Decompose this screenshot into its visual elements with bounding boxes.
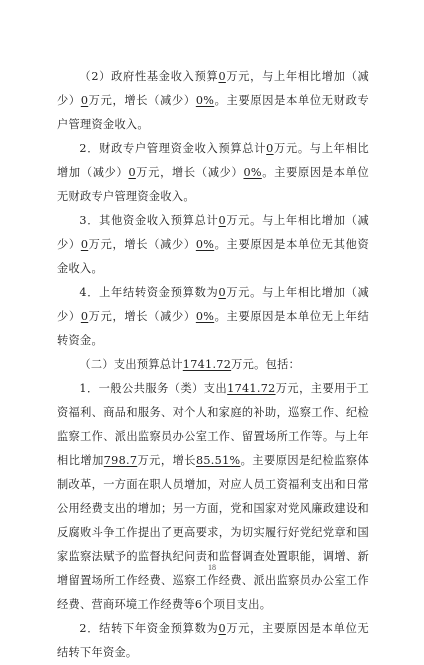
- underlined-value: 85.51%: [195, 454, 241, 467]
- text-segment: 万元，增长（减少）: [135, 166, 244, 179]
- text-segment: 万元，主要用于工资福利、商品和服务、对个人和家庭的补助，巡察工作、纪检监察工作、派出监察员办公室工作、留置场所工作等。与上年相比增加: [57, 382, 369, 467]
- underlined-value: 0: [266, 142, 274, 155]
- underlined-value: 1741.72: [227, 382, 276, 395]
- text-segment: 万元，增长（减少）: [88, 238, 196, 251]
- underlined-value: 0: [218, 70, 226, 83]
- underlined-value: 0: [218, 214, 226, 227]
- paragraph-p7: [57, 617, 369, 665]
- text-segment: 万元，与上年相比增加（减少）: [57, 70, 369, 107]
- paragraph-p6: [57, 377, 369, 617]
- text-segment: 。主要原因是本单位无其他资金收入。: [57, 238, 370, 275]
- underlined-value: 798.7: [103, 454, 138, 467]
- text-segment: 万元，增长（减少）: [88, 94, 196, 107]
- underlined-value: 0: [218, 622, 226, 635]
- text-segment: （二）支出预算总计: [79, 358, 183, 371]
- underlined-value: 0%: [243, 166, 262, 179]
- underlined-value: 0: [80, 238, 89, 251]
- text-segment: 万元。与上年相比增加（减少）: [57, 142, 369, 179]
- text-segment: 万元，增长（减少）: [88, 310, 196, 323]
- text-segment: 3．其他资金收入预算总计: [79, 214, 219, 227]
- text-segment: 2．财政专户管理资金收入预算总计: [79, 142, 267, 155]
- paragraph-p3: [57, 209, 369, 281]
- text-segment: 。主要原因是纪检监察体制改革，一方面在职人员增加，对应人员工资福利支出和日常公用经费支出的增加；另一方面，党和国家对党风廉政建设和反腐败斗争工作提出了更高要求，为切实履行好党纪党章和国家监察法赋予的监督执纪问责和监督调查处置职能，调增、新增留置场所工作经费、巡察工作经费、派出监察员办公室工作经费、营商环境工作经费等6个项目支出。: [57, 454, 369, 611]
- underlined-value: 0: [128, 166, 136, 179]
- text-segment: 万元，主要原因是本单位无结转下年资金。: [57, 622, 369, 659]
- underlined-value: 0%: [195, 94, 215, 107]
- paragraph-p5: [57, 353, 369, 377]
- text-segment: 1．一般公共服务（类）支出: [79, 382, 228, 395]
- underlined-value: 1741.72: [182, 358, 232, 371]
- paragraph-p1: [57, 65, 369, 137]
- page-body: [57, 65, 369, 665]
- text-segment: 。主要原因是本单位无财政专户管理资金收入。: [57, 166, 369, 203]
- underlined-value: 0%: [195, 310, 215, 323]
- underlined-value: 0%: [195, 238, 215, 251]
- text-segment: 万元。与上年相比增加（减少）: [57, 214, 369, 251]
- text-segment: 万元。与上年相比增加（减少）: [57, 286, 369, 323]
- underlined-value: 0: [218, 286, 226, 299]
- text-segment: 万元。包括：: [231, 358, 301, 371]
- text-segment: 。主要原因是本单位无财政专户管理资金收入。: [57, 94, 370, 131]
- paragraph-p4: [57, 281, 369, 353]
- text-segment: （2）政府性基金收入预算: [79, 70, 219, 83]
- text-segment: 2．结转下年资金预算数为: [79, 622, 219, 635]
- text-segment: 万元，增长: [137, 454, 196, 467]
- underlined-value: 0: [80, 310, 89, 323]
- page-number: 18: [208, 563, 216, 572]
- text-segment: 4．上年结转资金预算数为: [79, 286, 219, 299]
- underlined-value: 0: [80, 94, 89, 107]
- text-segment: 。主要原因是本单位无上年结转资金。: [57, 310, 370, 347]
- paragraph-p2: [57, 137, 369, 209]
